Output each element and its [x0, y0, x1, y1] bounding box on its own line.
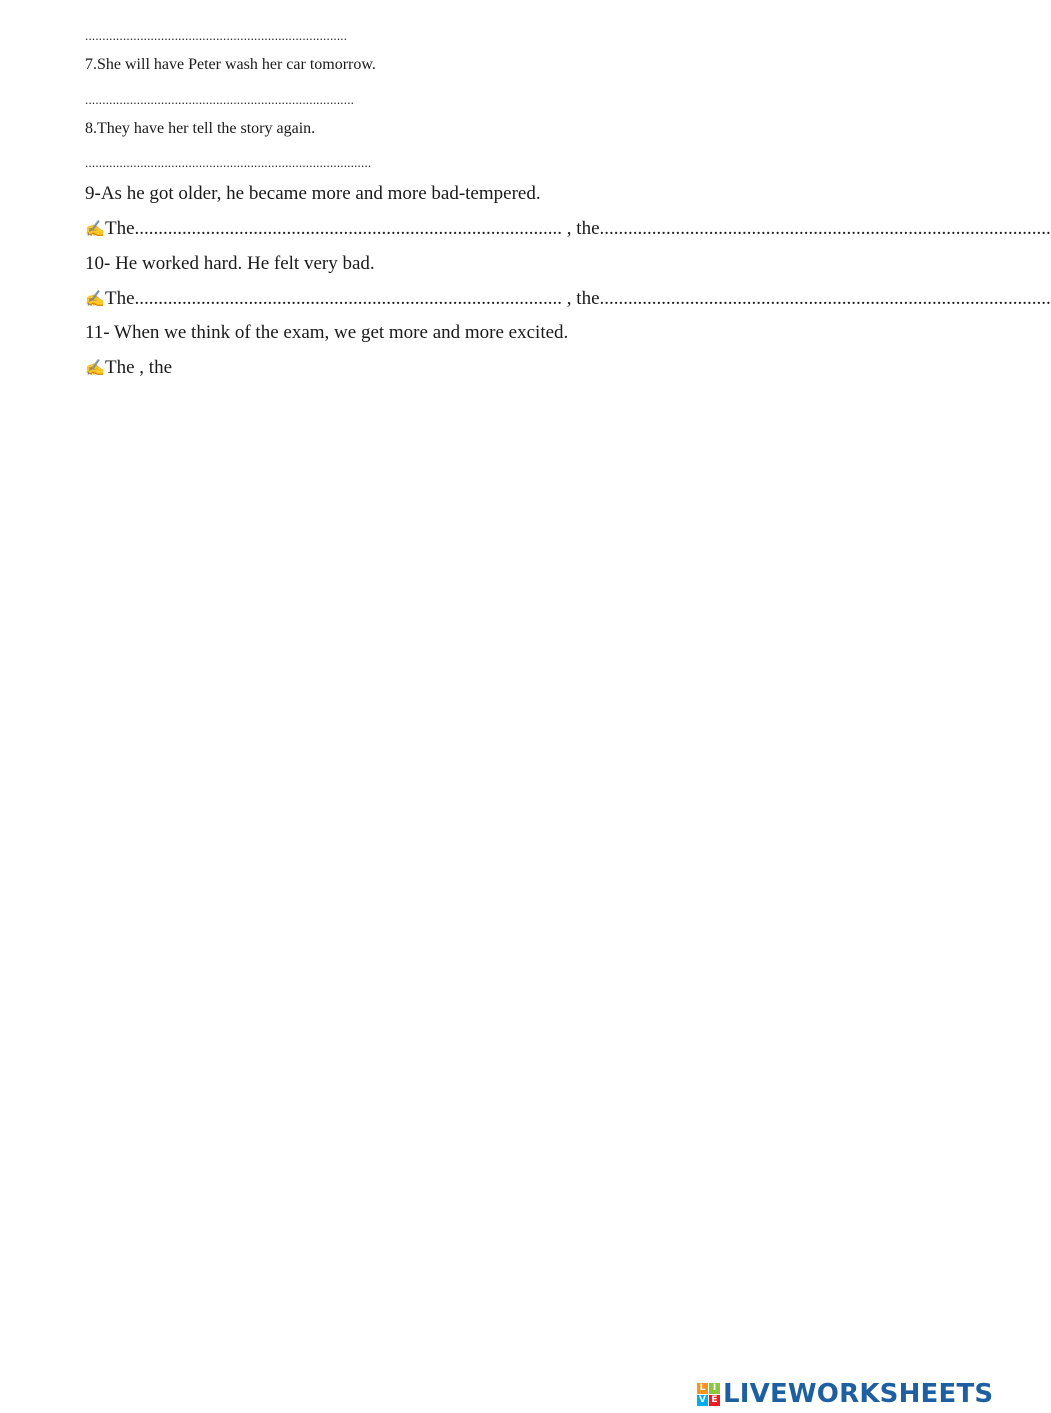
- answer-10-the: The: [105, 288, 135, 309]
- question-10: 10- He worked hard. He felt very bad.: [85, 253, 375, 274]
- logo-square-v: V: [697, 1395, 708, 1406]
- writing-hand-icon: ✍: [85, 291, 105, 308]
- answer-10-blank-2[interactable]: ...............................................................................................: [599, 288, 1051, 309]
- answer-row-10: [85, 288, 1051, 310]
- answer-10-comma-the: , the: [566, 288, 600, 309]
- answer-row-11: [85, 357, 1000, 379]
- answer-row-9: [85, 218, 1051, 240]
- logo-square-l: L: [697, 1383, 708, 1394]
- question-8: 8.They have her tell the story again.: [85, 120, 316, 137]
- question-9: 9-As he got older, he became more and more bad-tempered.: [85, 183, 541, 204]
- answer-dots-7: ..............................................................................: [85, 92, 355, 107]
- logo-square-e: E: [709, 1395, 720, 1406]
- writing-hand-icon: ✍: [85, 360, 105, 377]
- answer-dots-6: ............................................................................: [85, 28, 348, 43]
- question-7: 7.She will have Peter wash her car tomorrow.: [85, 56, 376, 73]
- answer-9-comma-the: , the: [566, 218, 600, 239]
- logo-squares: [697, 1383, 720, 1406]
- logo-text: LIVEWORKSHEETS: [723, 1379, 994, 1409]
- writing-hand-icon: ✍: [85, 221, 105, 238]
- answer-9-the: The: [105, 218, 135, 239]
- answer-11-text[interactable]: The , the: [105, 357, 173, 378]
- answer-9-blank-1[interactable]: ..........................................................................................: [134, 218, 563, 239]
- liveworksheets-logo: [697, 1378, 993, 1410]
- logo-square-i: I: [709, 1383, 720, 1394]
- question-11: 11- When we think of the exam, we get more and more excited.: [85, 322, 569, 343]
- answer-9-blank-2[interactable]: ...............................................................................................: [599, 218, 1051, 239]
- answer-10-blank-1[interactable]: ..........................................................................................: [134, 288, 563, 309]
- answer-dots-8: ...................................................................................: [85, 155, 372, 170]
